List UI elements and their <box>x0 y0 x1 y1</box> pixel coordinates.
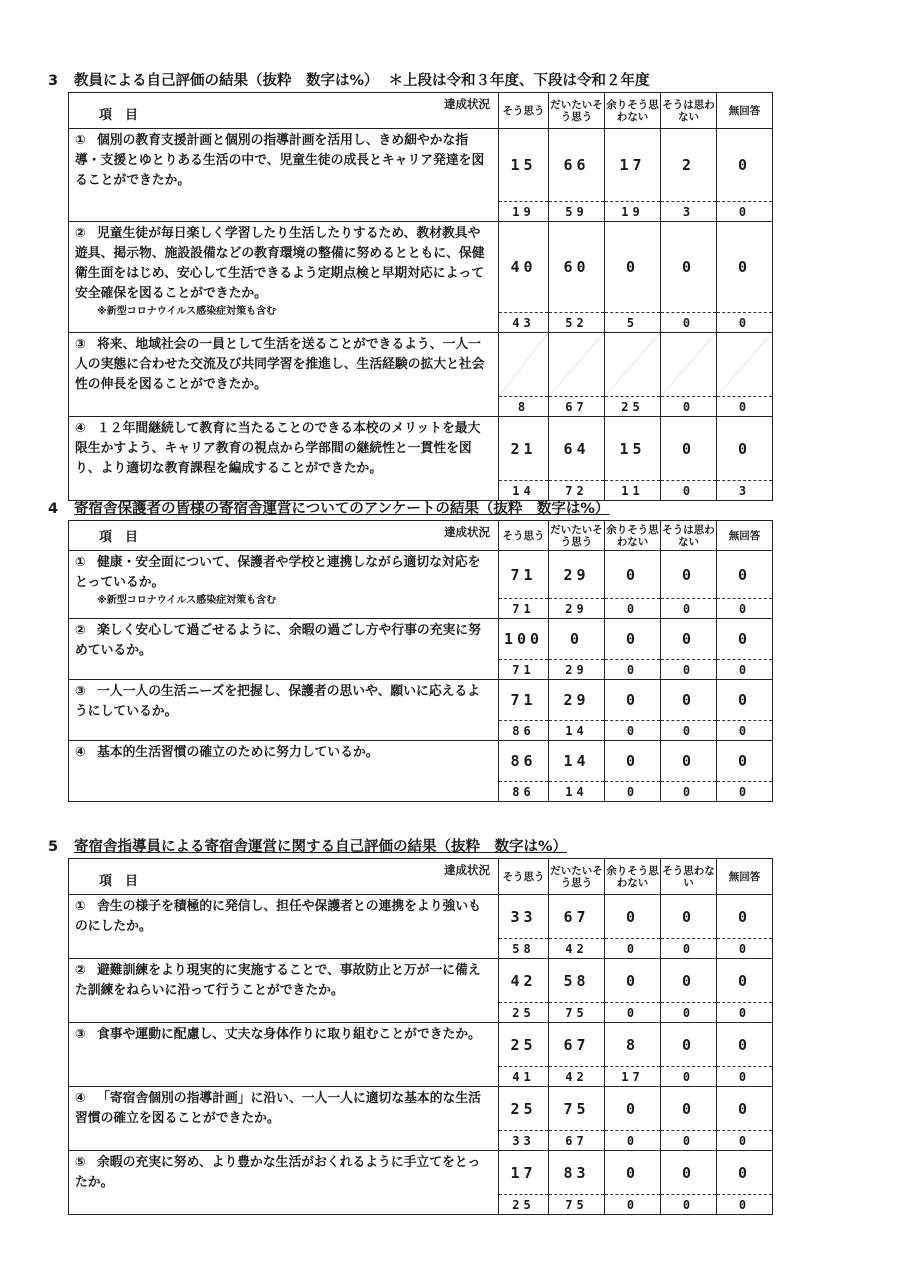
value-current-year: 17 <box>499 1151 549 1195</box>
value-current-year: 0 <box>605 741 661 782</box>
value-current-year: 40 <box>499 222 549 313</box>
diagonal-slash-icon <box>717 333 772 396</box>
question-number: ⑤ <box>75 1155 86 1170</box>
question-cell <box>69 959 499 1023</box>
question-text: 基本的生活習慣の確立のために努力しているか。 <box>97 745 379 760</box>
table-row <box>69 417 773 481</box>
section-4 <box>48 498 848 802</box>
status-label: 達成状況 <box>444 863 490 877</box>
value-current-year: 0 <box>717 895 773 939</box>
question-cell <box>69 417 499 501</box>
value-previous-year: 0 <box>605 1003 661 1023</box>
value-previous-year: 0 <box>717 1131 773 1151</box>
question-note: ※新型コロナウイルス感染症対策も含む <box>97 306 277 317</box>
value-previous-year: 3 <box>717 481 773 501</box>
value-current-year: 15 <box>605 417 661 481</box>
value-previous-year: 59 <box>549 202 605 222</box>
section-title-text: 寄宿舎保護者の皆様の寄宿舎運営についてのアンケートの結果（抜粋 数字は%） <box>74 501 610 517</box>
value-previous-year: 0 <box>717 1003 773 1023</box>
question-text: 児童生徒が毎日楽しく学習したり生活したりするため、教材教具や遊具、掲示物、施設設備などの教育環境の整備に努めるとともに、保健衛生面をはじめ、安心して生活できるよう定期点検と早期対応によって安全確保を図ることができたか。 <box>75 226 485 301</box>
question-number: ④ <box>75 745 86 760</box>
status-label: 達成状況 <box>444 525 490 539</box>
question-text: 将来、地域社会の一員として生活を送ることができるよう、一人一人の実態に合わせた交流及び共同学習を推進し、生活経験の拡大と社会性の伸長を図ることができたか。 <box>75 337 485 392</box>
value-previous-year: 52 <box>549 313 605 333</box>
value-previous-year: 0 <box>661 481 717 501</box>
value-current-year: 0 <box>605 1151 661 1195</box>
value-current-year: 0 <box>605 222 661 313</box>
value-current-year: 25 <box>499 1087 549 1131</box>
value-previous-year: 42 <box>549 1067 605 1087</box>
value-current-year: 86 <box>499 741 549 782</box>
column-header: だいたいそう思う <box>549 93 605 129</box>
value-previous-year: 5 <box>605 313 661 333</box>
value-previous-year: 42 <box>549 939 605 959</box>
question-note: ※新型コロナウイルス感染症対策も含む <box>97 595 277 606</box>
column-header: そうは思わない <box>661 521 717 551</box>
header-item-cell <box>69 859 499 895</box>
value-current-year: 64 <box>549 417 605 481</box>
value-previous-year: 0 <box>661 599 717 619</box>
diagonal-slash-icon <box>549 333 604 396</box>
section-4-table <box>68 520 773 802</box>
section-4-title <box>48 498 848 520</box>
value-previous-year: 8 <box>499 397 549 417</box>
value-current-year: 0 <box>717 551 773 599</box>
value-previous-year: 17 <box>605 1067 661 1087</box>
value-previous-year: 0 <box>661 1067 717 1087</box>
value-current-year: 0 <box>661 1023 717 1067</box>
value-current-year: 0 <box>717 1151 773 1195</box>
value-current-year: 25 <box>499 1023 549 1067</box>
value-current-year: 15 <box>499 129 549 202</box>
value-previous-year: 0 <box>605 721 661 741</box>
section-5 <box>48 836 848 1215</box>
section-3 <box>48 70 848 501</box>
value-previous-year: 3 <box>661 202 717 222</box>
column-header: そう思う <box>499 859 549 895</box>
value-current-year: 0 <box>661 619 717 660</box>
value-current-year: 0 <box>661 1087 717 1131</box>
header-item-cell <box>69 521 499 551</box>
value-current-year: 0 <box>605 895 661 939</box>
item-label: 項 目 <box>99 874 139 889</box>
value-previous-year: 14 <box>499 481 549 501</box>
section-3-title <box>48 70 848 92</box>
question-cell <box>69 1023 499 1087</box>
section-title-text: 寄宿舎指導員による寄宿舎運営に関する自己評価の結果（抜粋 数字は%） <box>74 839 568 855</box>
value-current-year: 0 <box>661 222 717 313</box>
value-previous-year: 0 <box>605 939 661 959</box>
table-row <box>69 895 773 939</box>
value-current-year: 0 <box>717 1023 773 1067</box>
value-current-year: 21 <box>499 417 549 481</box>
value-current-year: 0 <box>717 619 773 660</box>
table-row <box>69 1023 773 1067</box>
value-previous-year: 67 <box>549 397 605 417</box>
section-note: ＊上段は令和３年度、下段は令和２年度 <box>388 73 650 89</box>
value-current-year: 8 <box>605 1023 661 1067</box>
question-number: ① <box>75 555 86 570</box>
section-number: 5 <box>48 839 59 855</box>
value-previous-year: 0 <box>661 1003 717 1023</box>
no-data-cell <box>549 333 605 397</box>
value-previous-year: 0 <box>717 599 773 619</box>
question-cell <box>69 333 499 417</box>
question-number: ② <box>75 963 86 978</box>
section-number: 3 <box>48 73 59 89</box>
question-text: 食事や運動に配慮し、丈夫な身体作りに取り組むことができたか。 <box>97 1027 481 1042</box>
value-current-year: 0 <box>661 1151 717 1195</box>
value-previous-year: 33 <box>499 1131 549 1151</box>
no-data-cell <box>717 333 773 397</box>
value-previous-year: 14 <box>549 721 605 741</box>
value-current-year: 0 <box>661 680 717 721</box>
section-5-title <box>48 836 848 858</box>
diagonal-slash-icon <box>605 333 660 396</box>
table-row <box>69 959 773 1003</box>
table-row <box>69 129 773 202</box>
value-current-year: 0 <box>605 680 661 721</box>
table-row <box>69 741 773 782</box>
value-current-year: 0 <box>605 1087 661 1131</box>
header-item-cell <box>69 93 499 129</box>
question-cell <box>69 129 499 222</box>
question-cell <box>69 895 499 959</box>
value-current-year: 0 <box>717 959 773 1003</box>
value-current-year: 71 <box>499 680 549 721</box>
value-previous-year: 29 <box>549 599 605 619</box>
question-text: １２年間継続して教育に当たることのできる本校のメリットを最大限生かすよう、キャリア教育の視点から学部間の継続性と一貫性を図り、より適切な教育課程を編成することができたか。 <box>75 421 481 476</box>
question-cell <box>69 1151 499 1215</box>
value-previous-year: 71 <box>499 660 549 680</box>
value-previous-year: 0 <box>661 782 717 802</box>
table-row <box>69 619 773 660</box>
value-previous-year: 58 <box>499 939 549 959</box>
value-previous-year: 14 <box>549 782 605 802</box>
table-row <box>69 1151 773 1195</box>
question-text: 楽しく安心して過ごせるように、余暇の過ごし方や行事の充実に努めているか。 <box>75 623 481 658</box>
value-current-year: 58 <box>549 959 605 1003</box>
value-previous-year: 71 <box>499 599 549 619</box>
value-current-year: 66 <box>549 129 605 202</box>
value-previous-year: 0 <box>717 397 773 417</box>
value-previous-year: 0 <box>605 660 661 680</box>
question-cell <box>69 551 499 619</box>
column-header: 無回答 <box>717 859 773 895</box>
question-text: 舎生の様子を積極的に発信し、担任や保護者との連携をより強いものにしたか。 <box>75 899 481 934</box>
section-3-table <box>68 92 773 501</box>
diagonal-slash-icon <box>499 333 548 396</box>
value-previous-year: 0 <box>661 939 717 959</box>
value-previous-year: 0 <box>717 313 773 333</box>
header-row <box>69 93 773 129</box>
value-previous-year: 75 <box>549 1195 605 1215</box>
value-previous-year: 0 <box>661 660 717 680</box>
value-previous-year: 0 <box>605 599 661 619</box>
value-previous-year: 67 <box>549 1131 605 1151</box>
value-previous-year: 0 <box>717 1195 773 1215</box>
question-number: ③ <box>75 337 86 352</box>
table-row <box>69 680 773 721</box>
question-number: ④ <box>75 1091 86 1106</box>
value-previous-year: 0 <box>717 202 773 222</box>
value-previous-year: 75 <box>549 1003 605 1023</box>
value-previous-year: 11 <box>605 481 661 501</box>
value-current-year: 0 <box>717 222 773 313</box>
column-header: だいたいそう思う <box>549 859 605 895</box>
value-previous-year: 72 <box>549 481 605 501</box>
section-title-text: 教員による自己評価の結果（抜粋 数字は%） <box>74 73 379 89</box>
value-current-year: 0 <box>717 417 773 481</box>
question-text: 個別の教育支援計画と個別の指導計画を活用し、きめ細やかな指導・支援とゆとりある生活の中で、児童生徒の成長とキャリア発達を図ることができたか。 <box>75 133 485 188</box>
value-current-year: 29 <box>549 551 605 599</box>
question-text: 健康・安全面について、保護者や学校と連携しながら適切な対応をとっているか。 <box>75 555 481 590</box>
value-previous-year: 0 <box>661 313 717 333</box>
header-row <box>69 859 773 895</box>
value-current-year: 33 <box>499 895 549 939</box>
value-previous-year: 0 <box>605 782 661 802</box>
value-current-year: 0 <box>605 959 661 1003</box>
value-previous-year: 0 <box>661 397 717 417</box>
value-current-year: 0 <box>717 741 773 782</box>
table-row <box>69 333 773 397</box>
item-label: 項 目 <box>99 530 139 545</box>
value-current-year: 100 <box>499 619 549 660</box>
question-text: 余暇の充実に努め、より豊かな生活がおくれるように手立てをとったか。 <box>75 1155 481 1190</box>
value-current-year: 0 <box>661 551 717 599</box>
value-previous-year: 0 <box>661 1195 717 1215</box>
question-cell <box>69 741 499 802</box>
value-current-year: 2 <box>661 129 717 202</box>
value-previous-year: 0 <box>605 1131 661 1151</box>
column-header: そう思う <box>499 521 549 551</box>
value-current-year: 29 <box>549 680 605 721</box>
value-previous-year: 43 <box>499 313 549 333</box>
table-row <box>69 222 773 313</box>
value-previous-year: 0 <box>661 721 717 741</box>
question-cell <box>69 680 499 741</box>
question-text: 「寄宿舎個別の指導計画」に沿い、一人一人に適切な基本的な生活習慣の確立を図ることができたか。 <box>75 1091 481 1126</box>
value-previous-year: 29 <box>549 660 605 680</box>
table-row <box>69 1087 773 1131</box>
value-current-year: 67 <box>549 895 605 939</box>
value-previous-year: 19 <box>499 202 549 222</box>
question-number: ③ <box>75 1027 86 1042</box>
value-current-year: 83 <box>549 1151 605 1195</box>
section-5-table <box>68 858 773 1215</box>
header-row <box>69 521 773 551</box>
value-previous-year: 41 <box>499 1067 549 1087</box>
column-header: だいたいそう思う <box>549 521 605 551</box>
value-current-year: 0 <box>717 129 773 202</box>
value-previous-year: 0 <box>717 1067 773 1087</box>
value-current-year: 0 <box>661 741 717 782</box>
question-cell <box>69 222 499 333</box>
value-current-year: 0 <box>661 959 717 1003</box>
column-header: 無回答 <box>717 93 773 129</box>
question-number: ① <box>75 133 86 148</box>
question-cell <box>69 1087 499 1151</box>
question-number: ② <box>75 226 86 241</box>
value-current-year: 75 <box>549 1087 605 1131</box>
question-number: ① <box>75 899 86 914</box>
value-previous-year: 0 <box>717 660 773 680</box>
value-current-year: 0 <box>605 551 661 599</box>
value-previous-year: 25 <box>605 397 661 417</box>
value-current-year: 0 <box>661 895 717 939</box>
column-header: 余りそう思わない <box>605 859 661 895</box>
question-cell <box>69 619 499 680</box>
no-data-cell <box>605 333 661 397</box>
value-previous-year: 19 <box>605 202 661 222</box>
value-current-year: 67 <box>549 1023 605 1067</box>
column-header: そう思わない <box>661 859 717 895</box>
question-number: ④ <box>75 421 86 436</box>
no-data-cell <box>661 333 717 397</box>
item-label: 項 目 <box>99 108 139 123</box>
column-header: 無回答 <box>717 521 773 551</box>
value-current-year: 0 <box>717 1087 773 1131</box>
question-number: ③ <box>75 684 86 699</box>
column-header: そう思う <box>499 93 549 129</box>
value-current-year: 0 <box>717 680 773 721</box>
status-label: 達成状況 <box>444 97 490 111</box>
value-previous-year: 0 <box>717 782 773 802</box>
value-previous-year: 25 <box>499 1003 549 1023</box>
value-current-year: 17 <box>605 129 661 202</box>
column-header: そうは思わない <box>661 93 717 129</box>
value-previous-year: 86 <box>499 782 549 802</box>
value-previous-year: 0 <box>605 1195 661 1215</box>
value-current-year: 0 <box>549 619 605 660</box>
column-header: 余りそう思わない <box>605 521 661 551</box>
no-data-cell <box>499 333 549 397</box>
question-number: ② <box>75 623 86 638</box>
diagonal-slash-icon <box>661 333 716 396</box>
value-previous-year: 0 <box>717 939 773 959</box>
question-text: 一人一人の生活ニーズを把握し、保護者の思いや、願いに応えるようにしているか。 <box>75 684 481 719</box>
value-current-year: 0 <box>661 417 717 481</box>
section-number: 4 <box>48 501 59 517</box>
column-header: 余りそう思わない <box>605 93 661 129</box>
question-text: 避難訓練をより現実的に実施することで、事故防止と万が一に備えた訓練をねらいに沿って行うことができたか。 <box>75 963 481 998</box>
value-current-year: 0 <box>605 619 661 660</box>
value-previous-year: 0 <box>661 1131 717 1151</box>
value-current-year: 14 <box>549 741 605 782</box>
value-current-year: 42 <box>499 959 549 1003</box>
table-row <box>69 551 773 599</box>
value-previous-year: 86 <box>499 721 549 741</box>
value-current-year: 71 <box>499 551 549 599</box>
value-current-year: 60 <box>549 222 605 313</box>
value-previous-year: 0 <box>717 721 773 741</box>
value-previous-year: 25 <box>499 1195 549 1215</box>
